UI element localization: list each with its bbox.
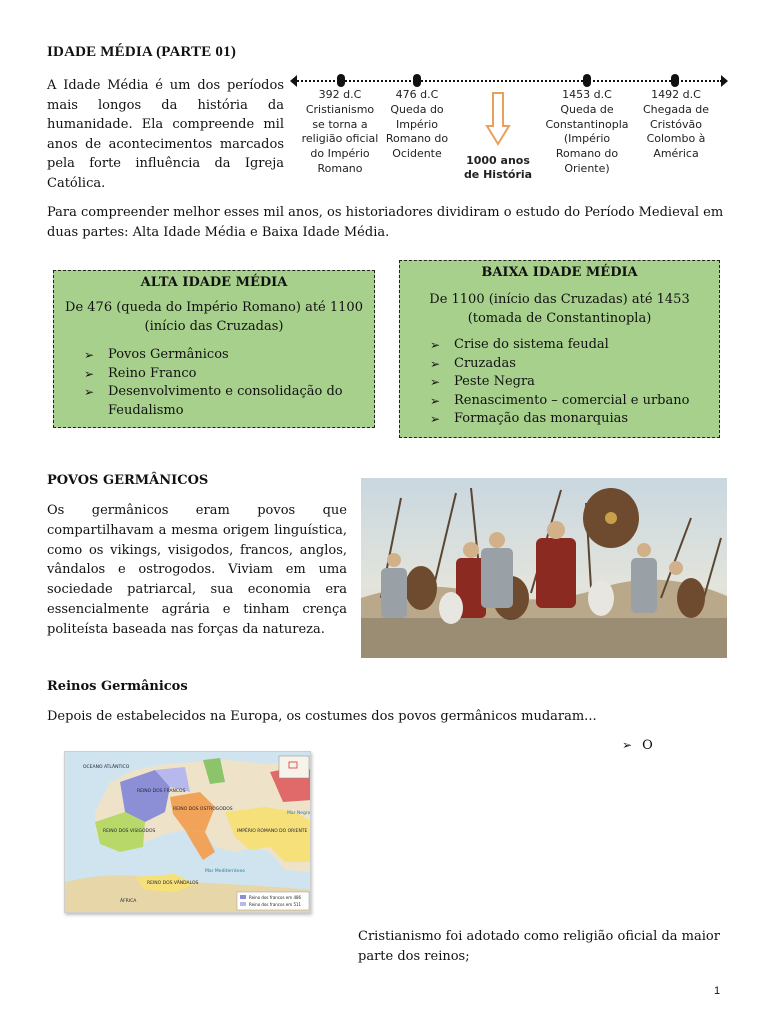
povos-heading: POVOS GERMÂNICOS	[47, 473, 209, 488]
germanic-warriors-illustration	[361, 478, 727, 658]
page-number: 1	[714, 985, 721, 997]
map-image	[65, 752, 311, 913]
cristianismo-paragraph: Cristianismo foi adotado como religião oficial da maior parte dos reinos;	[358, 929, 720, 964]
event-year: 476 d.C	[395, 88, 439, 101]
baixa-list	[430, 336, 711, 429]
timeline-event-392	[298, 88, 382, 177]
event-year: 392 d.C	[318, 88, 362, 101]
list-item: ➢ Renascimento – comercial e urbano	[430, 392, 711, 411]
event-year: 1453 d.C	[562, 88, 612, 101]
map-label: Mar Mediterrâneo	[205, 869, 245, 874]
timeline-event-476	[375, 88, 459, 162]
list-item: ➢ Cruzadas	[430, 355, 711, 374]
list-item: ➢ Povos Germânicos	[84, 346, 366, 365]
map-legend-item: Reino dos francos em 511	[249, 902, 302, 907]
baixa-idade-media-box	[399, 260, 720, 438]
timeline-marker	[337, 74, 345, 87]
timeline-line	[294, 80, 722, 82]
timeline-right-arrow-icon	[721, 75, 728, 87]
map-label: OCEANO ATLÂNTICO	[83, 765, 130, 770]
reinos-paragraph: Depois de estabelecidos na Europa, os costumes dos povos germânicos mudaram...	[47, 709, 597, 724]
event-year: 1492 d.C	[651, 88, 701, 101]
bullet-item	[622, 738, 653, 753]
baixa-heading: BAIXA IDADE MÉDIA	[481, 265, 638, 280]
timeline-event-1492	[634, 88, 718, 162]
map-label: REINO DOS VÂNDALOS	[147, 881, 199, 886]
timeline-left-arrow-icon	[290, 75, 297, 87]
map-label: REINO DOS FRANCOS	[137, 789, 186, 794]
down-arrow-icon	[485, 92, 511, 146]
alta-heading: ALTA IDADE MÉDIA	[140, 275, 288, 290]
intro-paragraph: A Idade Média é um dos períodos mais longos da história da humanidade. Ela compreende mil anos de acontecimentos marcados pela forte influência da Igreja Católica.	[47, 78, 284, 191]
list-item: ➢ Reino Franco	[84, 365, 366, 384]
map-label: REINO DOS VISIGODOS	[103, 829, 156, 834]
povos-paragraph: Os germânicos eram povos que compartilhavam a mesma origem linguística, como os vikings, visigodos, francos, anglos, vândalos e ostrogodos. Viviam em uma sociedade patriarcal, sua economia era essencialmente agrária e tinham crença politeísta baseada nas forças da natureza.	[47, 503, 347, 637]
map-label: IMPÉRIO ROMANO DO ORIENTE	[237, 829, 308, 834]
timeline-marker	[671, 74, 679, 87]
map-label: ÁFRICA	[120, 899, 137, 904]
timeline-middle-label: 1000 anos de História	[463, 154, 533, 181]
arrow-bullet-icon: ➢	[622, 738, 633, 752]
timeline-marker	[413, 74, 421, 87]
germanic-kingdoms-map	[64, 751, 311, 913]
division-paragraph: Para compreender melhor esses mil anos, os historiadores dividiram o estudo do Período Medieval em duas partes: Alta Idade Média e Baixa Idade Média.	[47, 205, 724, 240]
bullet-text: O	[642, 738, 653, 753]
map-legend-item: Reino dos francos em 486	[249, 895, 302, 900]
reinos-heading: Reinos Germânicos	[47, 679, 188, 694]
event-text: Chegada de Cristóvão Colombo à América	[642, 102, 710, 161]
event-text: Queda do Império Romano do Ocidente	[385, 102, 449, 161]
list-item: ➢ Desenvolvimento e consolidação do Feudalismo	[84, 383, 366, 420]
battle-scene-image	[361, 478, 727, 658]
list-item: ➢ Peste Negra	[430, 373, 711, 392]
list-item: ➢ Crise do sistema feudal	[430, 336, 711, 355]
alta-idade-media-box	[53, 270, 375, 428]
event-text: Cristianismo se torna a religião oficial do Império Romano	[301, 102, 379, 175]
list-item: ➢ Formação das monarquias	[430, 410, 711, 429]
baixa-dates: De 1100 (início das Cruzadas) até 1453 (tomada de Constantinopla)	[429, 292, 690, 326]
alta-list	[84, 346, 366, 420]
alta-dates: De 476 (queda do Império Romano) até 1100 (início das Cruzadas)	[65, 300, 363, 334]
page-title: IDADE MÉDIA (PARTE 01)	[47, 44, 237, 60]
map-label: Mar Negro	[287, 811, 311, 816]
timeline-event-1453	[545, 88, 629, 177]
timeline-middle	[458, 92, 538, 182]
event-text: Queda de Constantinopla (Império Romano do Oriente)	[545, 102, 629, 175]
timeline-marker	[583, 74, 591, 87]
timeline	[290, 68, 730, 198]
map-label: REINO DOS OSTROGODOS	[173, 807, 233, 812]
